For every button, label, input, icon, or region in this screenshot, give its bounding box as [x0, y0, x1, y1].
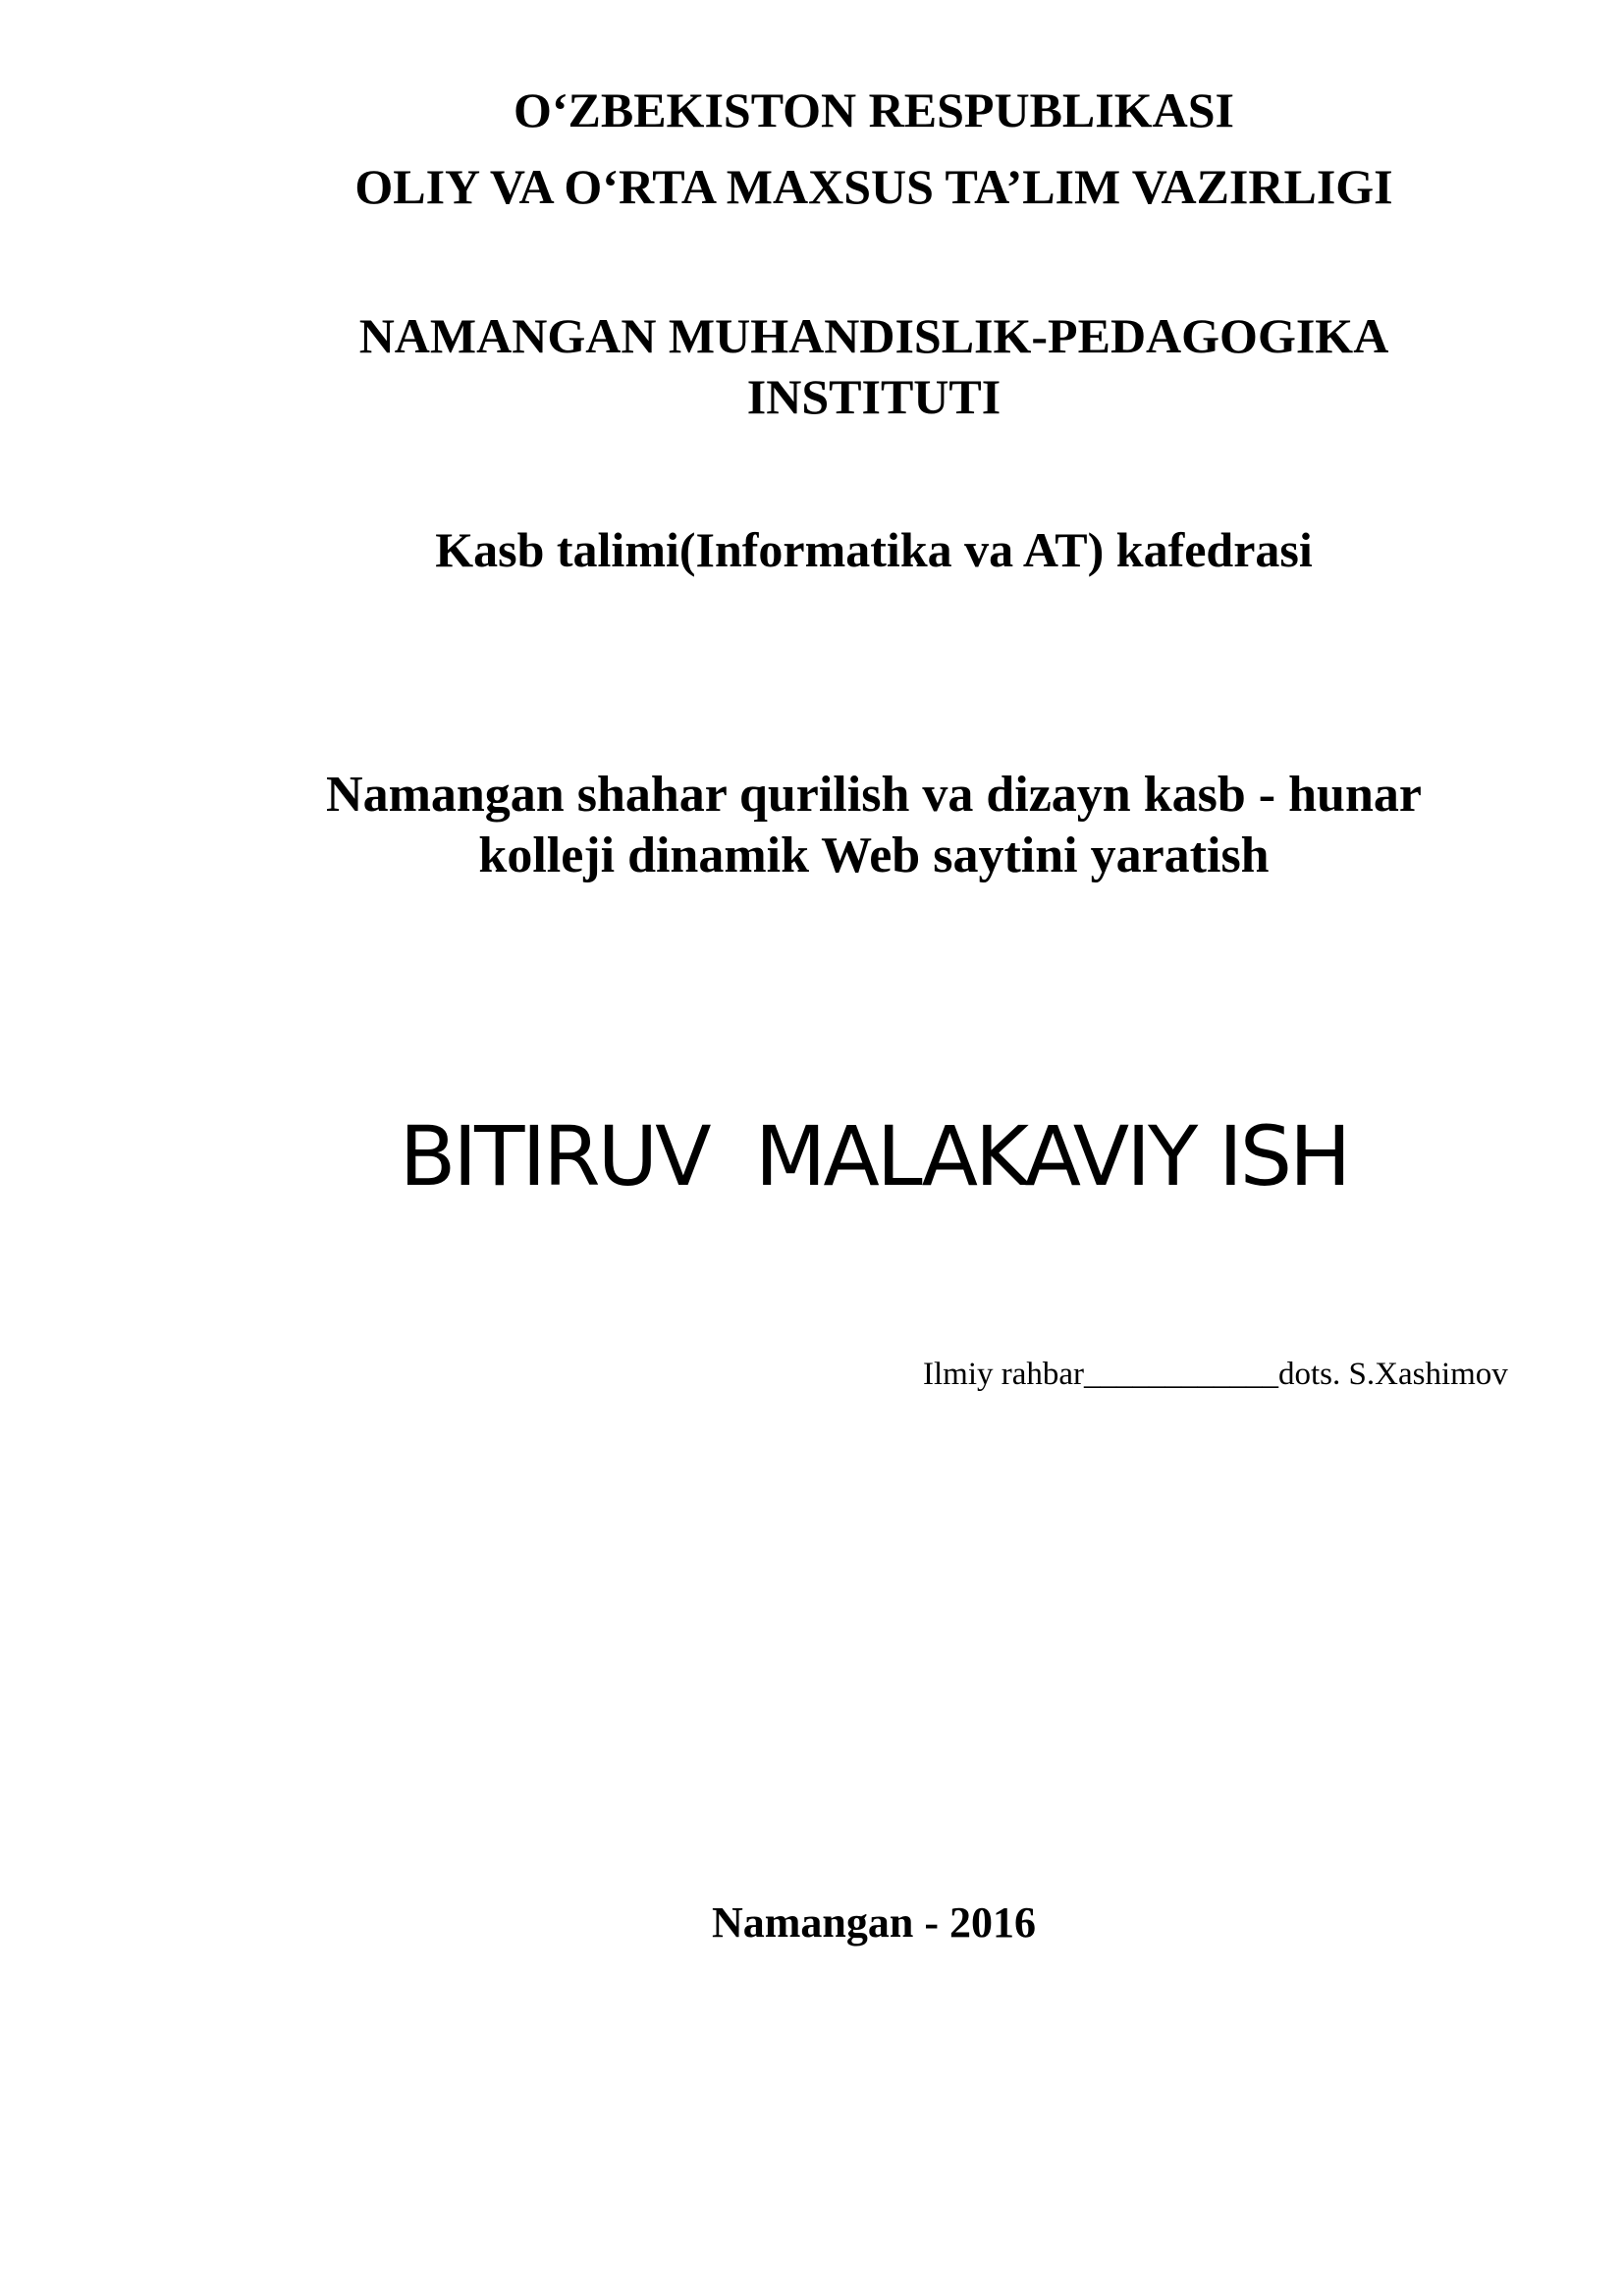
thesis-topic-line-2: kolleji dinamik Web saytini yaratish	[478, 828, 1270, 883]
thesis-topic-line-1: Namangan shahar qurilish va dizayn kasb - hunar	[326, 767, 1422, 823]
document-type-heading: BITIRUV MALAKAVIY ISH	[399, 1108, 1349, 1204]
institute-name-line-1: NAMANGAN MUHANDISLIK-PEDAGOGIKA	[358, 308, 1389, 363]
institute-name-line-2: INSTITUTI	[746, 369, 1001, 424]
supervisor-line: Ilmiy rahbar____________dots. S.Xashimov	[923, 1357, 1508, 1392]
department-name: Kasb talimi(Informatika va AT) kafedrasi	[435, 522, 1313, 577]
ministry-title-line-2: OLIY VA O‘RTA MAXSUS TA’LIM VAZIRLIGI	[354, 159, 1393, 214]
place-and-year: Namangan - 2016	[711, 1898, 1037, 1947]
ministry-title-line-1: O‘ZBEKISTON RESPUBLIKASI	[513, 82, 1235, 137]
